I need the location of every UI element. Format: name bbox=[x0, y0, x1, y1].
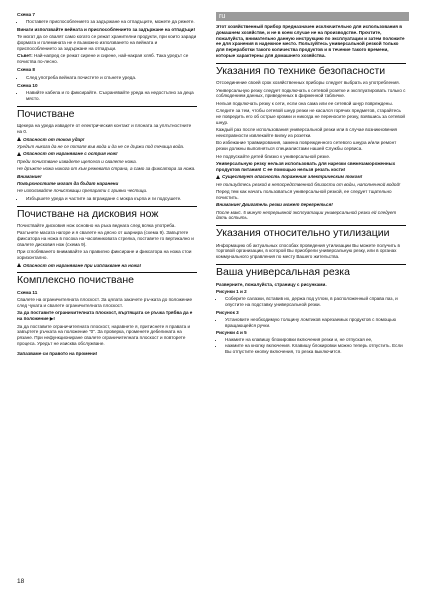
scheme-11-paragraph-2: За да поставите ограничителната плоскост, наравнете я, притиснете я правата и завъртете ръчката на положение "0". За проверка, променете дебелината на рязане. При нефункциониране свалете ограничителната плоскост и повторете процеса. Уредът не изисква обслужване. bbox=[17, 323, 191, 347]
figure-4-5-title: Рисунки 4 и 5 bbox=[216, 330, 247, 336]
figure-1-2-title: Рисунки 1 и 2 bbox=[216, 288, 247, 294]
safety-paragraph-7: Не подпускайте детей близко к универсальной резке. bbox=[216, 153, 331, 159]
attention-ru-text: После макс. 5 минут непрерывной эксплуатации универсальной резки ей следует дать остыть. bbox=[216, 209, 397, 221]
scheme-11-bold: За да поставите ограничителната плоскост, въртящата се ръчка трябва да е на положение ▶! bbox=[17, 310, 193, 322]
list-item: • Установите необходимую толщину ломтиков нарезаемых продуктов с помощью вращающейся ручки. bbox=[224, 317, 406, 329]
heading-slicer: Ваша универсальная резка bbox=[216, 264, 406, 279]
danger-label: Существует опасность поражения электрическим током! bbox=[222, 174, 363, 180]
heading-disk-knife: Почистване на дисковия нож bbox=[17, 206, 197, 221]
warning-triangle-icon bbox=[17, 263, 21, 267]
safety-paragraph-5: Каждый раз после использования универсальной резки или в случае возникновения неисправности извлекайте вилку из розетки. bbox=[216, 127, 398, 139]
figure-1-2-list bbox=[216, 296, 406, 308]
danger-label: Опасност от токов удар! bbox=[23, 136, 85, 142]
safety-paragraph-1: Отсоединение своей срок хозяйственных приборы следует выбрать из употребления. bbox=[216, 80, 400, 86]
danger-knife bbox=[17, 151, 197, 157]
figure-4-5-list bbox=[216, 337, 406, 354]
scheme-7-tip bbox=[17, 53, 197, 65]
scheme-7-list bbox=[17, 19, 197, 25]
list-item: • нажмите на кнопку включения. Клавишу блокировки можно теперь отпустить. Если Вы отпустите кнопку включения, то резка выключится. bbox=[224, 343, 406, 355]
danger-label: Опасност от нараняване с острия нож! bbox=[23, 151, 118, 157]
list-item: • Поставете приспособлението за задържане на отпадъците, можете да режете. bbox=[25, 19, 197, 25]
scheme-7-title: Схема 7 bbox=[17, 12, 35, 17]
figure-3-list bbox=[216, 317, 406, 329]
danger-knife-text-2: Не дръжте ножа никога от към режевата страна, а само за фиксатора за ножа. bbox=[17, 166, 196, 172]
scheme-7-note: Те могат да се свалят само когато се режат хранителни продукти, при които заради формата и големината не е възможно използването на вейната и приспособлението за задържане на отпадъци. bbox=[17, 34, 197, 51]
list-item: • Избършете уреда и частите за вграждане с мокра кърпа и ги подсушете. bbox=[25, 196, 197, 202]
attention-ru: Внимание! Двигатель резки может перегреться! bbox=[216, 202, 333, 208]
danger-label: Опасност от нараняване при изплакване на ножа! bbox=[23, 262, 142, 268]
danger-knife-text: Преди почистване извадете щепсела и свалете ножа. bbox=[17, 158, 137, 164]
scheme-7-warning: Винаги използвайте вейната и приспособлението за задържане на отпадъци! bbox=[17, 26, 195, 32]
tip-label: Съвет: bbox=[17, 53, 33, 59]
heading-disposal: Указания относительно утилизации bbox=[216, 225, 406, 240]
intro-paragraph: Этот хозяйственный прибор предназначен исключительно для использования в домашнем хозяйстве, и не в коем случае не на производстве. Прочтите, пожалуйста, внимательно данную инструкцию по эксплуатации и затем положите ее для хранения в надежное место. Пользуйтесь универсальной резкой только для переработки такого количества продуктов и в течение такого времени, которые характерны для домашнего хозяйства. bbox=[216, 24, 405, 58]
disk-paragraph-3: При сглобяването внимавайте за правилно фиксиране и фиксатора на ножа стои хоризонтално. bbox=[17, 249, 192, 261]
list-item: • Нажмите на клавишу блокировки включения резки и, не отпуская ее, bbox=[224, 337, 406, 343]
list-item: • Навийте кабела и го фиксирайте. Съхранявайте уреда на недостъпно за деца място. bbox=[25, 90, 197, 102]
scheme-8-list bbox=[17, 75, 197, 81]
safety-paragraph-3: Нельзя подключать резку к сети, если она сама или ее сетевой шнур повреждены. bbox=[216, 100, 393, 106]
danger-electric-ru bbox=[216, 174, 406, 180]
page-number: 18 bbox=[17, 578, 25, 585]
attention-bold: Повърхностите могат да бъдат наранени bbox=[17, 180, 119, 186]
danger-electric bbox=[17, 137, 197, 143]
scheme-10-list bbox=[17, 90, 197, 102]
safety-paragraph-2: Универсальную резку следует подключать к сетевой розетке и эксплуатировать только с соблюдением данных, приведенных в фирменной табличке. bbox=[216, 87, 406, 99]
danger-rinse bbox=[17, 263, 197, 269]
scheme-11-title: Схема 11 bbox=[17, 289, 38, 295]
warning-triangle-icon bbox=[216, 175, 220, 179]
figure-3-title: Рисунок 3 bbox=[216, 309, 239, 315]
warning-triangle-icon bbox=[17, 137, 21, 141]
danger-electric-ru-text: Не пользуйтесь резкой в непосредственной близости от воды, наполненной водой! bbox=[216, 181, 401, 187]
list-item: • След употреба вейната почистете и спънете уреда. bbox=[25, 75, 197, 81]
safety-paragraph-6: Во избежание травмирования, замена поврежденного сетевого шнура и/или ремонт резки должны выполняться специалистами нашей Службы сервиса. bbox=[216, 140, 397, 152]
disk-paragraph-2: Разгънете масата нагоре и я свалете на дясно от шарнира (схема 9). Завъртете фиксатора на ножа в посока на часовниковата стрелка, поставете го вертикално и свалете дисковия нож (схема 9). bbox=[17, 230, 194, 248]
reserved-rights-note: Запазваме си правото на промени! bbox=[17, 350, 98, 356]
disposal-paragraph: Информацию об актуальных способах проведения утилизации Вы можете получить в торговой организации, в которой Вы приобрели универсальную резку, или в органах коммунального управления по месту Вашего жительства. bbox=[216, 242, 400, 260]
scheme-8-title: Схема 8 bbox=[17, 67, 35, 73]
danger-electric-text: Уредът никога да не се потапя във вода и да не се държи под течаща вода. bbox=[17, 144, 185, 149]
scheme-11-paragraph-1: Свалете на ограничителната плоскост. За цялата закачете ръчката до положение след чуката и свалете ограничителната плоскост. bbox=[17, 297, 193, 309]
safety-bold: Универсальную резку нельзя использовать для нарезки свежезамороженных продуктов питания! С ее помощью нельзя резать кости! bbox=[216, 161, 396, 172]
warning-triangle-icon bbox=[17, 152, 21, 156]
slicer-intro: Разверните, пожалуйста, страницу с рисунками. bbox=[216, 281, 327, 287]
language-tag: ru bbox=[216, 12, 409, 21]
right-column bbox=[216, 12, 406, 356]
scheme-10-title: Схема 10 bbox=[17, 82, 38, 88]
safety-paragraph-4: Следите за тем, чтобы сетевой шнур резки не касался горячих предметов, старайтесь не повредить его об острые кромки и никогда не переносите резку, взявшись за сетевой шнур. bbox=[216, 108, 405, 125]
heading-cleaning: Почистване bbox=[17, 106, 197, 121]
safety-paragraph-8: Перед тем как начать пользоваться универсальной резкой, ее следует тщательно почистить. bbox=[216, 188, 392, 200]
cleaning-paragraph: Щекера на уреда извадете от електрическия контакт и плоната за уплътностните на 0. bbox=[17, 123, 192, 135]
cleaning-list bbox=[17, 196, 197, 202]
list-item: • Соберите салазки, вставив их, держа под углом, в расположенный справа паз, и опустите на подставку универсальной резки. bbox=[224, 296, 406, 308]
attention-label: Внимание! bbox=[17, 173, 42, 179]
heading-complex-cleaning: Комплексно почистване bbox=[17, 272, 197, 287]
disk-paragraph-1: Почиствайте дисковия нож основно на ръка веднага след всяка употреба. bbox=[17, 223, 176, 229]
attention-text: Не използвайте почистващи препарати с гривни честици. bbox=[17, 188, 148, 194]
tip-text: Най-напред се режат сирене и сирене, най-накрая хляб. Така уредът се почиства по-лесно. bbox=[17, 53, 189, 64]
left-column bbox=[17, 12, 197, 358]
heading-safety: Указания по технике безопасности bbox=[216, 63, 406, 78]
